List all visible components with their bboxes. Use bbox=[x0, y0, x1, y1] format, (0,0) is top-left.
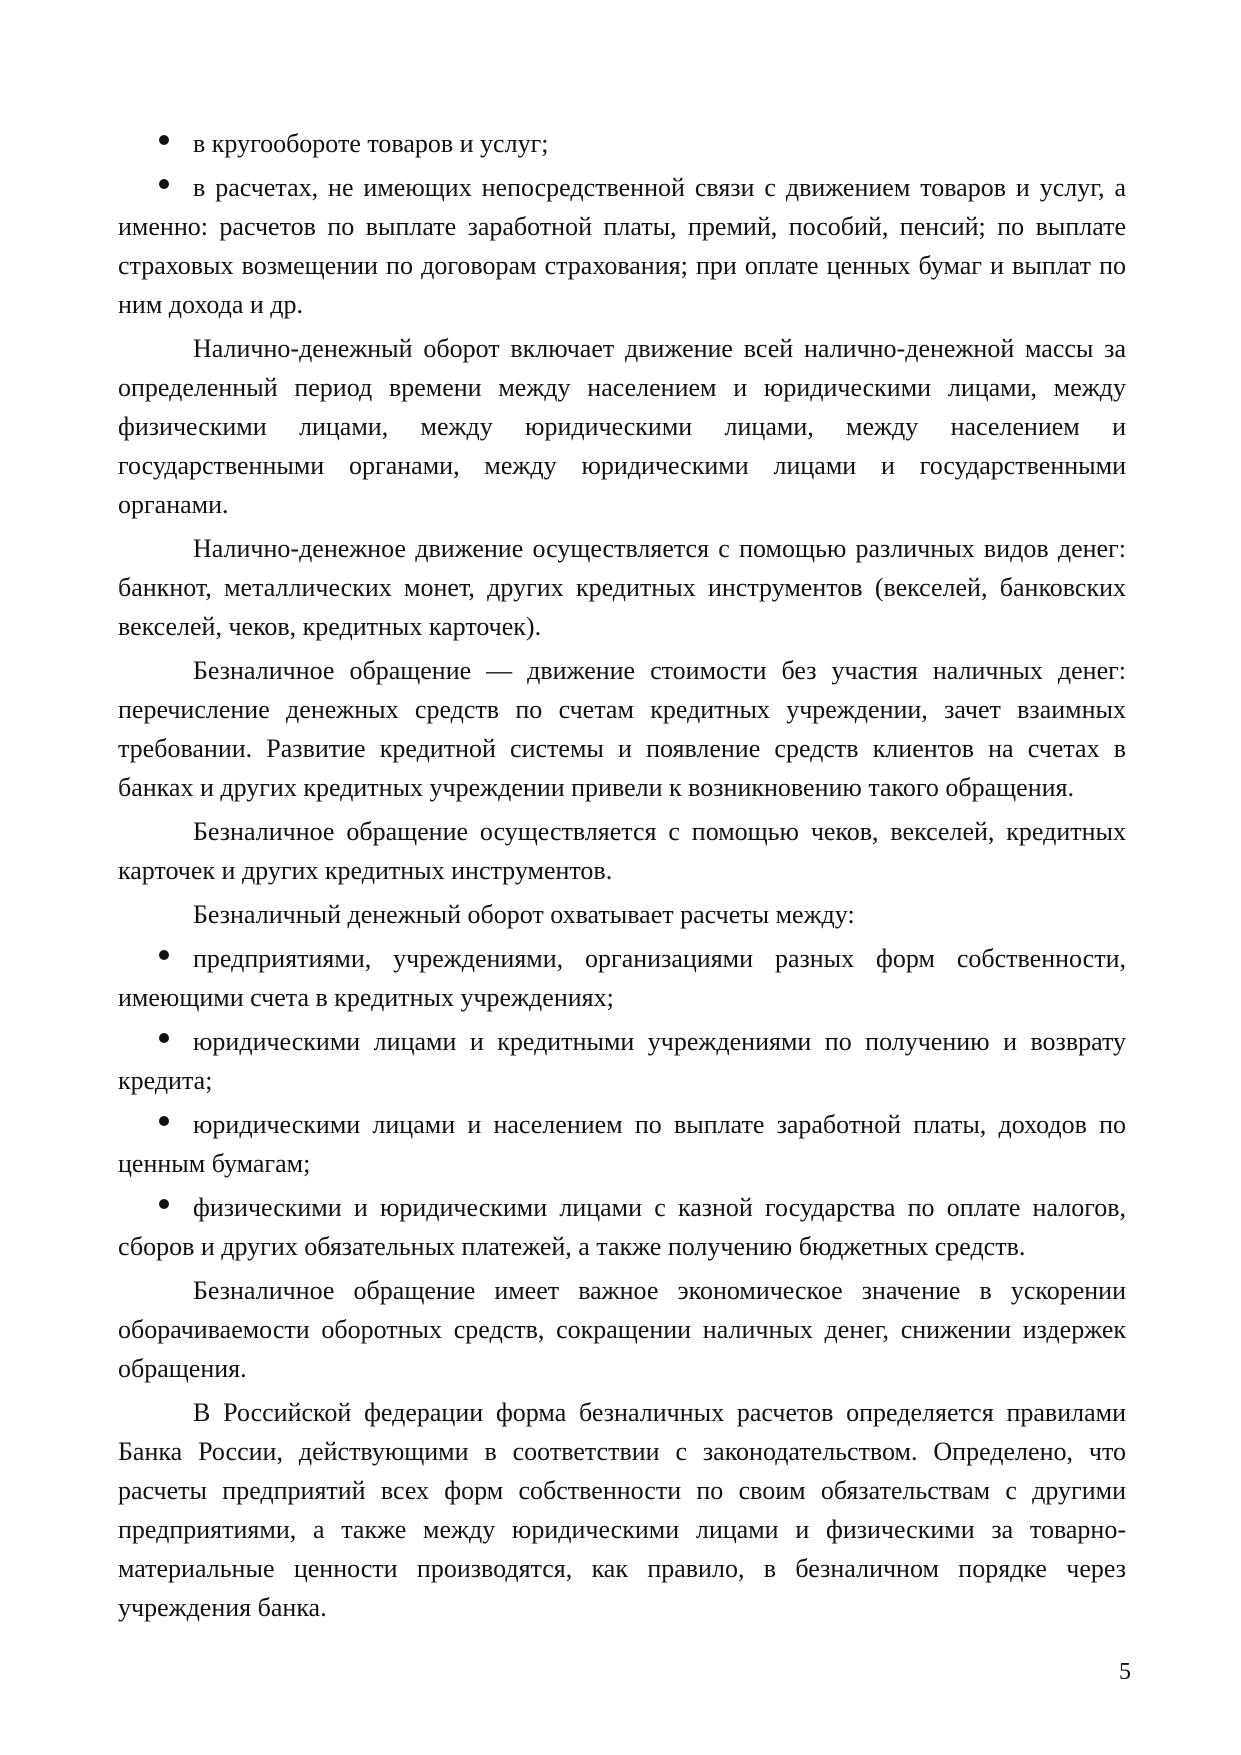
paragraph: Налично-денежный оборот включает движение всей налично-денежной массы за определенный период времени между населением и юридическими лицами, между физическими лицами, между юридическими лицами, между населением и государственными органами, между юридическими лицами и государственными органами. bbox=[118, 334, 1126, 519]
list-item bbox=[118, 1188, 1126, 1266]
list-item bbox=[118, 124, 1126, 163]
list-item bbox=[118, 1022, 1126, 1100]
paragraph: В Российской федерации форма безналичных расчетов определяется правилами Банка России, действующими в соответствии с законодательством. Определено, что расчеты предприятий всех форм собственности по своим обязательствам с другими предприятиями, а также между юридическими лицами и физическими за товарно-материальные ценности производятся, как правило, в безналичном порядке через учреждения банка. bbox=[118, 1398, 1126, 1622]
list-item-text: юридическими лицами и кредитными учреждениями по получению и возврату кредита; bbox=[118, 1027, 1126, 1095]
list-item bbox=[118, 168, 1126, 324]
list-item-text: физическими и юридическими лицами с казной государства по оплате налогов, сборов и других обязательных платежей, а также получению бюджетных средств. bbox=[118, 1193, 1126, 1261]
list-item bbox=[118, 1105, 1126, 1183]
paragraph: Безналичное обращение осуществляется с помощью чеков, векселей, кредитных карточек и других кредитных инструментов. bbox=[118, 817, 1126, 885]
paragraph: Безналичный денежный оборот охватывает расчеты между: bbox=[193, 900, 855, 929]
paragraph: Безналичное обращение имеет важное экономическое значение в ускорении оборачиваемости оборотных средств, сокращении наличных денег, снижении издержек обращения. bbox=[118, 1276, 1126, 1383]
list-item-text: в расчетах, не имеющих непосредственной связи с движением товаров и услуг, а именно: расчетов по выплате заработной платы, премий, пособий, пенсий; по выплате страховых возмещении по договорам страхования; при оплате ценных бумаг и выплат по ним дохода и др. bbox=[118, 173, 1126, 319]
list-item-text: предприятиями, учреждениями, организациями разных форм собственности, имеющими счета в кредитных учреждениях; bbox=[118, 944, 1126, 1012]
list-item-text: юридическими лицами и населением по выплате заработной платы, доходов по ценным бумагам; bbox=[118, 1110, 1126, 1178]
document-page bbox=[118, 124, 1126, 1632]
page-number: 5 bbox=[1119, 1659, 1131, 1685]
list-item bbox=[118, 939, 1126, 1017]
paragraph: Налично-денежное движение осуществляется с помощью различных видов денег: банкнот, металлических монет, других кредитных инструментов (векселей, банковских векселей, чеков, кредитных карточек). bbox=[118, 534, 1126, 641]
paragraph: Безналичное обращение — движение стоимости без участия наличных денег: перечисление денежных средств по счетам кредитных учреждении, зачет взаимных требовании. Развитие кредитной системы и появление средств клиентов на счетах в банках и других кредитных учреждении привели к возникновению такого обращения. bbox=[118, 656, 1126, 802]
list-item-text: в кругообороте товаров и услуг; bbox=[193, 129, 549, 158]
